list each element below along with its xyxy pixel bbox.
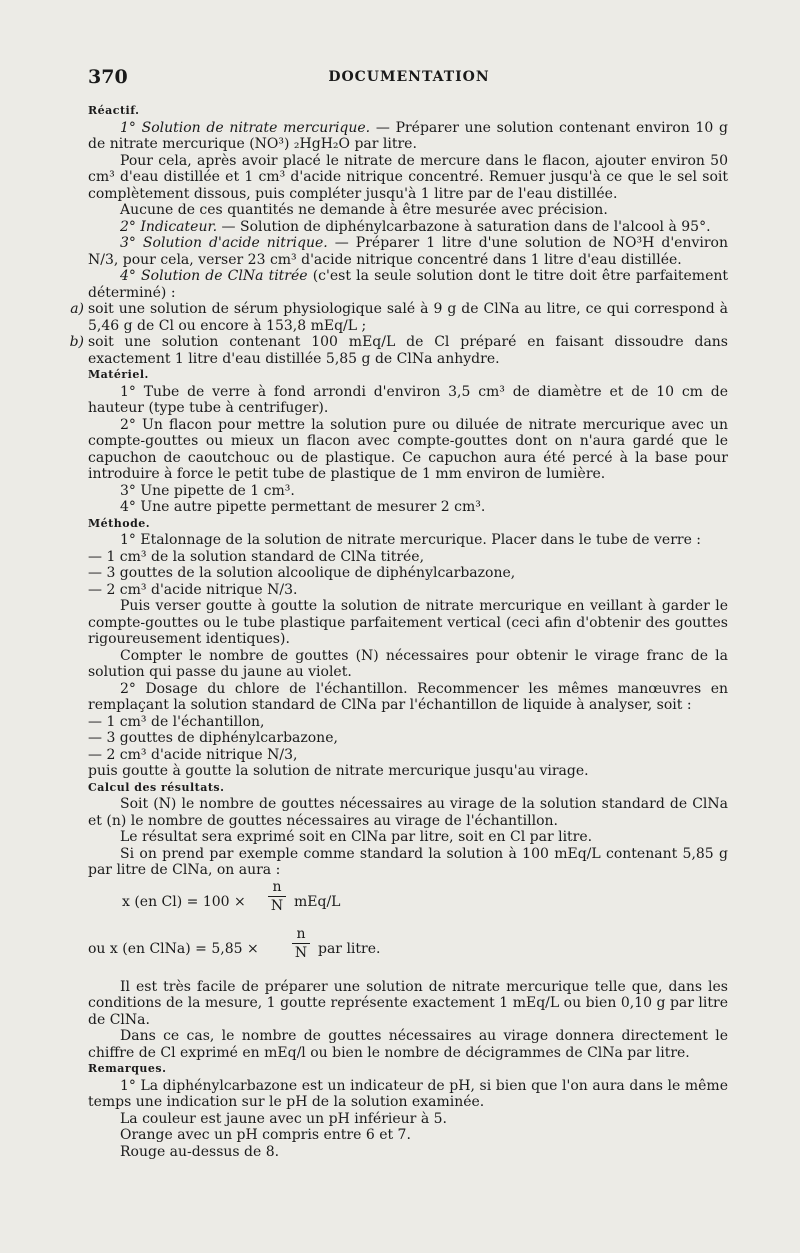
materiel-item-2: 2° Un flacon pour mettre la solution pure ou diluée de nitrate mercurique avec un compte-gouttes ou mieux un flacon avec compte-gouttes dont on n'aura gardé que le capuchon de caoutchouc ou de plastique. Ce capuchon aura été percé à la base pour introduire à force le petit tube de plastique de 1 mm environ de lumière.	[88, 416, 728, 482]
fraction-numerator: n	[296, 925, 306, 942]
paragraph: Pour cela, après avoir placé le nitrate de mercure dans le flacon, ajouter environ 50 cm³ d'eau distillée et 1 cm³ d'acide nitrique concentré. Remuer jusqu'à ce que le sel soit complètement dissous, puis compléter jusqu'à 1 litre par de l'eau distillée.	[88, 152, 728, 202]
materiel-item-1: 1° Tube de verre à fond arrondi d'environ 3,5 cm³ de diamètre et de 10 cm de hauteur (type tube à centrifuger).	[88, 383, 728, 416]
reactif-item-2-text: — Solution de diphénylcarbazone à saturation dans de l'alcool à 95°.	[217, 218, 711, 235]
list-label: b)	[69, 334, 84, 350]
reactif-item-3-text: — Préparer 1 litre d'une solution de NO³H d'environ N/3, pour cela, verser 23 cm³ d'acide nitrique concentré dans 1 litre d'eau distillée.	[88, 235, 728, 268]
list-item: — 3 gouttes de la solution alcoolique de diphénylcarbazone,	[88, 565, 516, 581]
list-item: — 3 gouttes de diphénylcarbazone,	[88, 730, 338, 746]
fraction-bar	[292, 943, 310, 944]
paragraph: Puis verser goutte à goutte la solution de nitrate mercurique en veillant à garder le compte-gouttes ou le tube plastique parfaitement vertical (ceci afin d'obtenir des gouttes rigoureusement identiques).	[88, 598, 728, 647]
reactif-item-2-label: 2° Indicateur.	[120, 218, 218, 235]
paragraph: Si on prend par exemple comme standard la solution à 100 mEq/L contenant 5,85 g par litre de ClNa, on aura :	[88, 845, 728, 878]
paragraph: Rouge au-dessus de 8.	[120, 1143, 280, 1160]
reactif-item-1-text: — Préparer une solution contenant environ 10 g de nitrate mercurique (NO³) ₂HgH₂O par litre.	[88, 119, 728, 152]
reactif-item-2	[88, 219, 728, 236]
paragraph: puis goutte à goutte la solution de nitrate mercurique jusqu'au virage.	[88, 763, 589, 779]
fraction-bar	[268, 896, 286, 897]
reactif-item-1	[88, 120, 728, 153]
methode-item-1: 1° Etalonnage de la solution de nitrate mercurique. Placer dans le tube de verre :	[120, 532, 702, 548]
list-text: soit une solution contenant 100 mEq/L de Cl préparé en faisant dissoudre dans exactement 1 litre d'eau distillée 5,85 g de ClNa anhydre.	[88, 334, 728, 367]
materiel-item-3: 3° Une pipette de 1 cm³.	[120, 482, 295, 499]
reactif-item-3-label: 3° Solution d'acide nitrique.	[120, 235, 328, 251]
materiel-item-4: 4° Une autre pipette permettant de mesurer 2 cm³.	[120, 499, 486, 515]
section-heading-reactif: Réactif.	[88, 104, 140, 117]
paragraph: Le résultat sera exprimé soit en ClNa par litre, soit en Cl par litre.	[120, 829, 593, 845]
article-body	[69, 103, 728, 1160]
section-heading-materiel: Matériel.	[88, 368, 149, 381]
paragraph: Il est très facile de préparer une solution de nitrate mercurique telle que, dans les conditions de la mesure, 1 goutte représente exactement 1 mEq/L ou bien 0,10 g par litre de ClNa.	[88, 978, 728, 1028]
section-heading-remarques: Remarques.	[88, 1062, 167, 1075]
fraction	[268, 879, 286, 915]
running-title: DOCUMENTATION	[328, 69, 490, 85]
fraction-denominator: N	[270, 898, 284, 914]
reactif-item-1-label: 1° Solution de nitrate mercurique.	[120, 119, 371, 136]
fraction-numerator: n	[272, 878, 282, 895]
list-item: — 1 cm³ de l'échantillon,	[88, 713, 265, 730]
paragraph: La couleur est jaune avec un pH inférieur à 5.	[120, 1110, 447, 1127]
fraction	[292, 926, 310, 962]
list-label: a)	[70, 301, 84, 317]
formula-lhs: ou x (en ClNa) = 5,85 ×	[88, 940, 259, 957]
list-text: soit une solution de sérum physiologique salé à 9 g de ClNa au litre, ce qui correspond à 5,46 g de Cl ou encore à 153,8 mEq/L ;	[88, 301, 728, 334]
formula-clna	[88, 926, 728, 973]
list-item: — 2 cm³ d'acide nitrique N/3.	[88, 581, 298, 598]
reactif-item-3	[88, 235, 728, 268]
paragraph: Orange avec un pH compris entre 6 et 7.	[120, 1127, 411, 1143]
section-heading-methode: Méthode.	[88, 516, 151, 530]
reactif-item-4b	[69, 334, 728, 367]
paragraph: Compter le nombre de gouttes (N) nécessaires pour obtenir le virage franc de la solution qui passe du jaune au violet.	[88, 647, 728, 680]
reactif-item-4a	[70, 301, 728, 334]
formula-rhs: par litre.	[318, 940, 381, 957]
reactif-item-4-label: 4° Solution de ClNa titrée	[120, 268, 308, 284]
paragraph: 1° La diphénylcarbazone est un indicateur de pH, si bien que l'on aura dans le même temps une indication sur le pH de la solution examinée.	[88, 1077, 728, 1110]
methode-item-2: 2° Dosage du chlore de l'échantillon. Recommencer les mêmes manœuvres en remplaçant la solution standard de ClNa par l'échantillon de liquide à analyser, soit :	[88, 680, 728, 713]
reactif-item-4-text: (c'est la seule solution dont le titre doit être parfaitement déterminé) :	[88, 268, 728, 301]
paragraph: Dans ce cas, le nombre de gouttes nécessaires au virage donnera directement le chiffre de Cl exprimé en mEq/l ou bien le nombre de décigrammes de ClNa par litre.	[88, 1028, 728, 1061]
section-heading-calcul: Calcul des résultats.	[88, 780, 225, 794]
page-number: 370	[88, 66, 128, 88]
formula-cl	[122, 879, 728, 926]
page-header	[88, 66, 730, 92]
formula-rhs: mEq/L	[294, 893, 341, 910]
fraction-denominator: N	[294, 945, 308, 961]
list-item: — 2 cm³ d'acide nitrique N/3,	[88, 746, 298, 763]
paragraph: Aucune de ces quantités ne demande à être mesurée avec précision.	[120, 202, 608, 218]
paragraph: Soit (N) le nombre de gouttes nécessaires au virage de la solution standard de ClNa et (n) le nombre de gouttes nécessaires au virage de l'échantillon.	[88, 796, 728, 829]
reactif-item-4	[88, 268, 728, 301]
list-item: — 1 cm³ de la solution standard de ClNa titrée,	[88, 548, 425, 565]
formula-lhs: x (en Cl) = 100 ×	[122, 893, 246, 910]
